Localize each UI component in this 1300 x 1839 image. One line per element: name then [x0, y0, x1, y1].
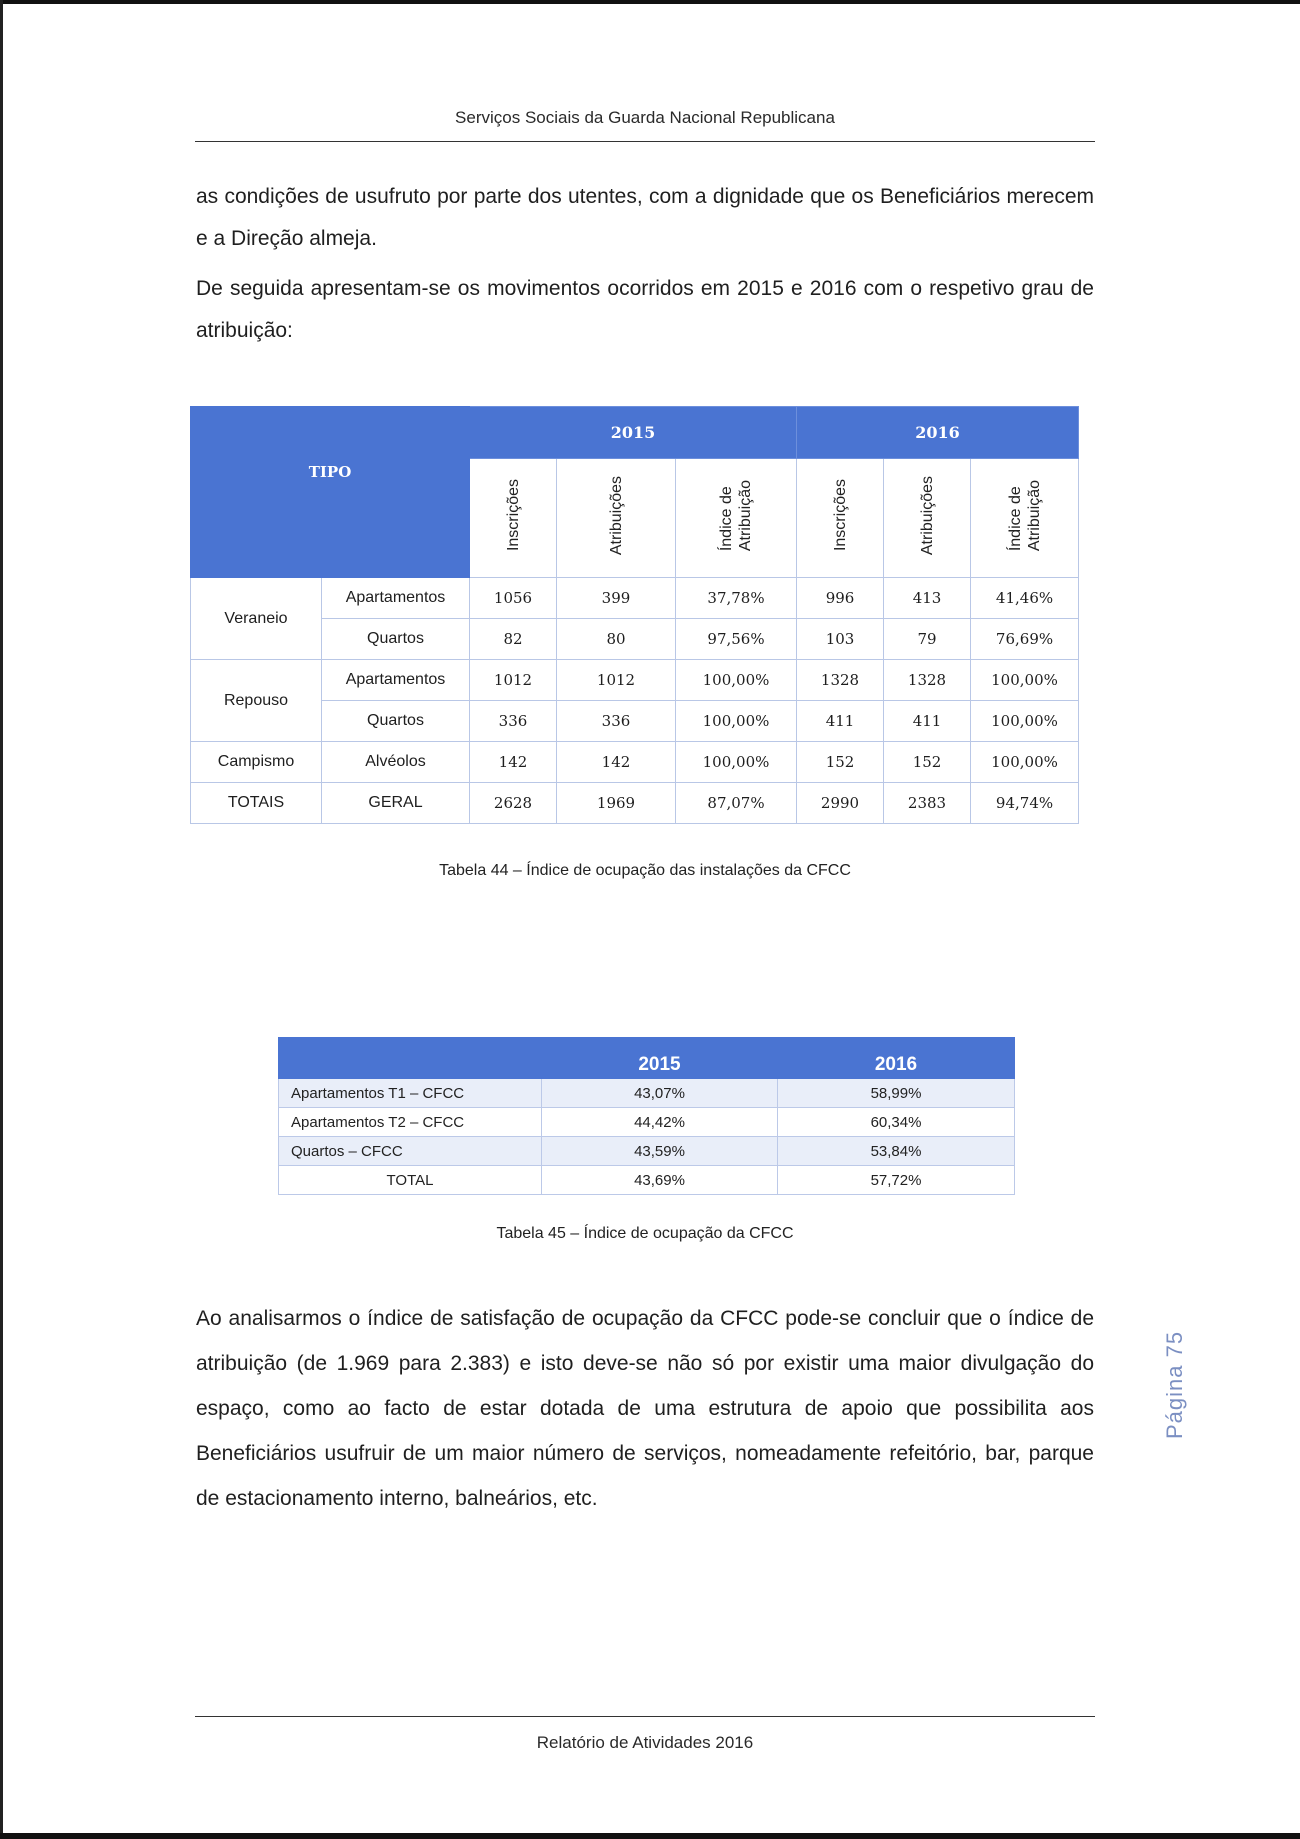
scan-border-top	[0, 0, 1300, 4]
group-veraneio: Veraneio	[191, 578, 322, 660]
year-header-2015: 2015	[470, 407, 797, 459]
group-repouso: Repouso	[191, 660, 322, 742]
cell: 336	[557, 701, 676, 742]
year-header-2016: 2016	[797, 407, 1079, 459]
group-campismo: Campismo	[191, 742, 322, 783]
cell: 100,00%	[971, 660, 1079, 701]
row-label: Apartamentos T2 – CFCC	[279, 1108, 542, 1137]
cell: 142	[470, 742, 557, 783]
cell: 100,00%	[676, 742, 797, 783]
cell: 37,78%	[676, 578, 797, 619]
table-row	[191, 701, 1079, 742]
subheader-atribuicoes-2016: Atribuições	[884, 459, 971, 578]
subheader-atribuicoes-2015: Atribuições	[557, 459, 676, 578]
table-45	[278, 1037, 1015, 1195]
row-sub-label: GERAL	[322, 783, 470, 824]
page-number: Página 75	[1162, 1330, 1187, 1440]
scan-border-bottom	[0, 1833, 1300, 1839]
table-row	[279, 1108, 1015, 1137]
subheader-inscricoes-2015: Inscrições	[470, 459, 557, 578]
table-row-totals	[191, 783, 1079, 824]
cell: 2990	[797, 783, 884, 824]
page-footer: Relatório de Atividades 2016	[536, 1733, 754, 1752]
row-sub-label: Apartamentos	[322, 660, 470, 701]
header-divider	[195, 141, 1095, 142]
table-row	[279, 1079, 1015, 1108]
cell: 97,56%	[676, 619, 797, 660]
cell: 100,00%	[676, 701, 797, 742]
table-44	[190, 406, 1079, 824]
table-row	[191, 578, 1079, 619]
cell: 1056	[470, 578, 557, 619]
subheader-indice-2016: Índice de Atribuição	[971, 459, 1079, 578]
tipo-header: TIPO	[191, 407, 470, 578]
cell: 76,69%	[971, 619, 1079, 660]
cell: 152	[884, 742, 971, 783]
table-row	[191, 619, 1079, 660]
cell: 1012	[557, 660, 676, 701]
cell: 58,99%	[778, 1079, 1015, 1108]
row-sub-label: Quartos	[322, 701, 470, 742]
subheader-indice-2015: Índice de Atribuição	[676, 459, 797, 578]
table-row	[279, 1137, 1015, 1166]
cell: 413	[884, 578, 971, 619]
subheader-inscricoes-2016: Inscrições	[797, 459, 884, 578]
year-header-2015: 2015	[542, 1038, 778, 1079]
paragraph-analysis: Ao analisarmos o índice de satisfação de ocupação da CFCC pode-se concluir que o índice de atribuição (de 1.969 para 2.383) e isto deve-se não só por existir uma maior divulgação do espaço, como ao facto de estar dotada de uma estrutura de apoio que possibilita aos Beneficiários usufruir de um maior número de serviços, nomeadamente refeitório, bar, parque de estacionamento interno, balneários, etc.	[196, 1307, 1094, 1510]
cell: 57,72%	[778, 1166, 1015, 1195]
row-sub-label: Quartos	[322, 619, 470, 660]
cell: 336	[470, 701, 557, 742]
footer-divider	[195, 1716, 1095, 1717]
cell: 43,69%	[542, 1166, 778, 1195]
cell: 152	[797, 742, 884, 783]
cell: 2383	[884, 783, 971, 824]
paragraph-lead-in: De seguida apresentam-se os movimentos ocorridos em 2015 e 2016 com o respetivo grau de atribuição:	[196, 277, 1094, 342]
table-45-caption: Tabela 45 – Índice de ocupação da CFCC	[496, 1225, 794, 1242]
cell: 94,74%	[971, 783, 1079, 824]
cell: 80	[557, 619, 676, 660]
cell: 79	[884, 619, 971, 660]
table-row	[191, 660, 1079, 701]
page-header: Serviços Sociais da Guarda Nacional Republicana	[455, 108, 835, 127]
group-totais: TOTAIS	[191, 783, 322, 824]
table-row-total	[279, 1166, 1015, 1195]
cell: 103	[797, 619, 884, 660]
cell: 43,07%	[542, 1079, 778, 1108]
cell: 411	[797, 701, 884, 742]
cell: 411	[884, 701, 971, 742]
cell: 996	[797, 578, 884, 619]
cell: 100,00%	[971, 701, 1079, 742]
cell: 399	[557, 578, 676, 619]
table-row	[191, 742, 1079, 783]
cell: 43,59%	[542, 1137, 778, 1166]
paragraph-intro: as condições de usufruto por parte dos utentes, com a dignidade que os Beneficiários merecem e a Direção almeja.	[196, 185, 1094, 250]
cell: 142	[557, 742, 676, 783]
cell: 100,00%	[971, 742, 1079, 783]
cell: 53,84%	[778, 1137, 1015, 1166]
cell: 1012	[470, 660, 557, 701]
cell: 60,34%	[778, 1108, 1015, 1137]
cell: 2628	[470, 783, 557, 824]
cell: 1328	[884, 660, 971, 701]
row-sub-label: Alvéolos	[322, 742, 470, 783]
table-45-corner	[279, 1038, 542, 1079]
scan-border-left	[0, 0, 3, 1839]
cell: 87,07%	[676, 783, 797, 824]
cell: 1328	[797, 660, 884, 701]
row-sub-label: Apartamentos	[322, 578, 470, 619]
year-header-2016: 2016	[778, 1038, 1015, 1079]
cell: 1969	[557, 783, 676, 824]
row-label: Quartos – CFCC	[279, 1137, 542, 1166]
cell: 82	[470, 619, 557, 660]
row-label: Apartamentos T1 – CFCC	[279, 1079, 542, 1108]
row-label: TOTAL	[279, 1166, 542, 1195]
cell: 100,00%	[676, 660, 797, 701]
cell: 44,42%	[542, 1108, 778, 1137]
cell: 41,46%	[971, 578, 1079, 619]
table-44-caption: Tabela 44 – Índice de ocupação das instalações da CFCC	[439, 862, 851, 879]
